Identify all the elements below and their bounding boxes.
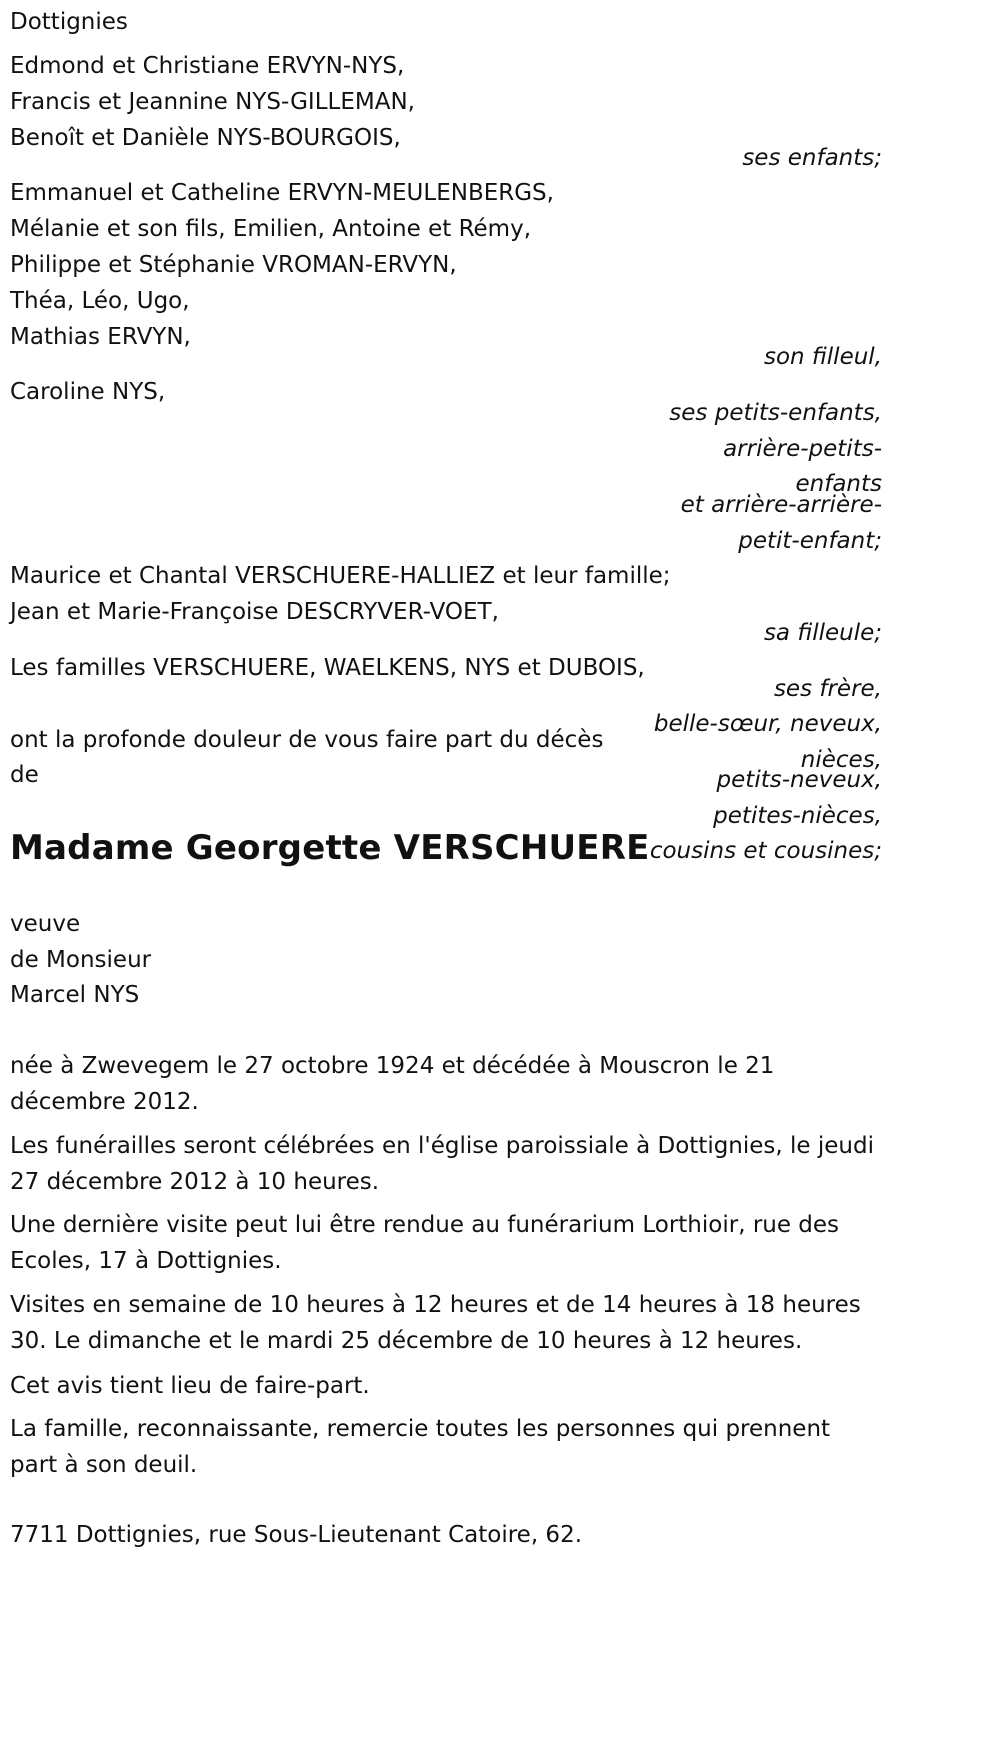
descendants-role-1: ses petits-enfants, xyxy=(669,400,882,426)
announcement-line-2: de xyxy=(10,762,39,788)
children-line-2: Francis et Jeannine NYS-GILLEMAN, xyxy=(10,89,415,115)
relatives-role-3: nièces, xyxy=(800,747,882,773)
siblings-line-1: Maurice et Chantal VERSCHUERE-HALLIEZ et leur famille; xyxy=(10,563,671,589)
godson-role: son filleul, xyxy=(763,344,882,370)
address: 7711 Dottignies, rue Sous-Lieutenant Catoire, 62. xyxy=(10,1522,583,1548)
widow-line-1: veuve xyxy=(10,911,81,937)
birth-death-paragraph: née à Zwevegem le 27 octobre 1924 et décédée à Mouscron le 21 décembre 2012. xyxy=(10,1053,775,1115)
relatives-role-2: belle-sœur, neveux, xyxy=(653,711,882,737)
deceased-name: Madame Georgette VERSCHUERE xyxy=(10,828,650,868)
caroline-line: Caroline NYS, xyxy=(10,379,166,405)
grandchildren-line-1: Emmanuel et Catheline ERVYN-MEULENBERGS, xyxy=(10,180,554,206)
descendants-role-4: et arrière-arrière- xyxy=(680,492,882,518)
families-line: Les familles VERSCHUERE, WAELKENS, NYS et DUBOIS, xyxy=(10,655,645,681)
relatives-role-6: cousins et cousines; xyxy=(649,838,882,864)
descendants-role-5: petit-enfant; xyxy=(738,528,882,554)
relatives-role-5: petites-nièces, xyxy=(713,803,882,829)
grandchildren-line-2: Mélanie et son fils, Emilien, Antoine et Rémy, xyxy=(10,216,532,242)
visiting-hours-paragraph: Visites en semaine de 10 heures à 12 heures et de 14 heures à 18 heures 30. Le dimanche et le mardi 25 décembre de 10 heures à 12 heures. xyxy=(10,1292,861,1354)
announcement-line-1: ont la profonde douleur de vous faire part du décès xyxy=(10,727,604,753)
grandchildren-line-3: Philippe et Stéphanie VROMAN-ERVYN, xyxy=(10,252,457,278)
grandchildren-line-4: Théa, Léo, Ugo, xyxy=(10,288,190,314)
widow-line-3: Marcel NYS xyxy=(10,982,140,1008)
descendants-role-3: enfants xyxy=(795,471,882,497)
funeral-paragraph: Les funérailles seront célébrées en l'église paroissiale à Dottignies, le jeudi 27 décembre 2012 à 10 heures. xyxy=(10,1133,874,1195)
siblings-line-2: Jean et Marie-Françoise DESCRYVER-VOET, xyxy=(10,599,499,625)
widow-line-2: de Monsieur xyxy=(10,947,152,973)
goddaughter-role: sa filleule; xyxy=(763,620,882,646)
visit-paragraph: Une dernière visite peut lui être rendue au funérarium Lorthioir, rue des Ecoles, 17 à Dottignies. xyxy=(10,1212,840,1274)
relatives-role-1: ses frère, xyxy=(773,676,882,702)
relatives-role-4: petits-neveux, xyxy=(716,767,882,793)
grandchildren-line-5: Mathias ERVYN, xyxy=(10,324,191,350)
notice-paragraph: Cet avis tient lieu de faire-part. xyxy=(10,1373,370,1399)
place-header: Dottignies xyxy=(10,9,128,35)
descendants-role-2: arrière-petits- xyxy=(723,436,882,462)
thanks-paragraph: La famille, reconnaissante, remercie toutes les personnes qui prennent part à son deuil. xyxy=(10,1416,831,1478)
children-line-1: Edmond et Christiane ERVYN-NYS, xyxy=(10,53,405,79)
children-role: ses enfants; xyxy=(742,145,882,171)
children-line-3: Benoît et Danièle NYS-BOURGOIS, xyxy=(10,125,401,151)
